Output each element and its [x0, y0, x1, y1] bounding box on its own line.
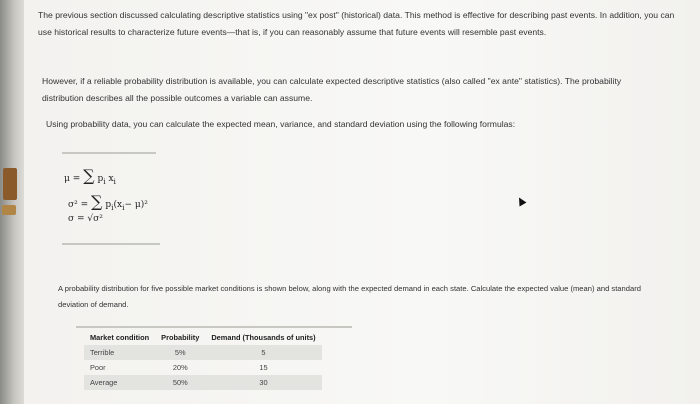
edge-tab	[2, 205, 16, 215]
stdev-rhs: √σ²	[87, 214, 103, 224]
stdev-formula	[68, 214, 103, 224]
probability-cell: 5%	[155, 345, 205, 360]
problem-text: A probability distribution for five possible market conditions is shown below, along with the expected demand in each state. Calculate the expected value (mean) and standard deviation of demand.	[58, 284, 641, 309]
stdev-lhs: σ =	[68, 214, 85, 224]
table-row	[84, 375, 322, 390]
sigma-icon: ∑	[83, 166, 95, 185]
mean-formula: μ = ∑ $p_i$ $x_i$	[64, 166, 116, 186]
sigma-icon: ∑	[91, 192, 103, 211]
condition-cell: Average	[84, 375, 155, 390]
probability-cell: 50%	[155, 375, 205, 390]
mean-lhs: μ =	[64, 174, 81, 184]
document-page	[24, 0, 700, 404]
formula-bottom-rule	[62, 243, 160, 245]
condition-cell: Terrible	[84, 345, 155, 360]
mouse-cursor-icon	[516, 196, 527, 207]
variance-formula: σ² = ∑ $p_i(x_i- \mu)^2$	[68, 192, 148, 212]
probability-cell: 20%	[172, 363, 188, 372]
screen-edge	[0, 0, 24, 404]
intro-paragraph-1: The previous section discussed calculating descriptive statistics using "ex post" (historical) data. This method is effective for describing past events. In addition, you can use historical results to characterize future events—that is, if you can reasonably assume that future events will resemble past events.	[38, 10, 675, 37]
table-row	[84, 360, 322, 375]
table-header: Probability	[161, 333, 200, 342]
demand-cell: 15	[259, 363, 268, 372]
demand-table	[84, 330, 322, 390]
demand-cell: 30	[205, 375, 321, 390]
formula-top-rule	[62, 152, 156, 154]
mean-rhs: p	[97, 174, 104, 184]
condition-cell: Poor	[90, 363, 106, 372]
intro-paragraph-2: However, if a reliable probability distribution is available, you can calculate expected descriptive statistics (also called "ex ante" statistics). The probability distribution describes all the possible outcomes a variable can assume.	[42, 76, 622, 103]
variance-lhs: σ² =	[68, 200, 89, 210]
edge-tab	[3, 168, 17, 200]
demand-cell: 5	[205, 345, 321, 360]
table-header: Market condition	[90, 333, 150, 342]
table-top-rule	[76, 326, 352, 328]
table-row	[84, 345, 322, 360]
intro-paragraph-3: Using probability data, you can calculate the expected mean, variance, and standard deviation using the following formulas:	[46, 119, 516, 129]
table-header: Demand (Thousands of units)	[211, 333, 316, 342]
